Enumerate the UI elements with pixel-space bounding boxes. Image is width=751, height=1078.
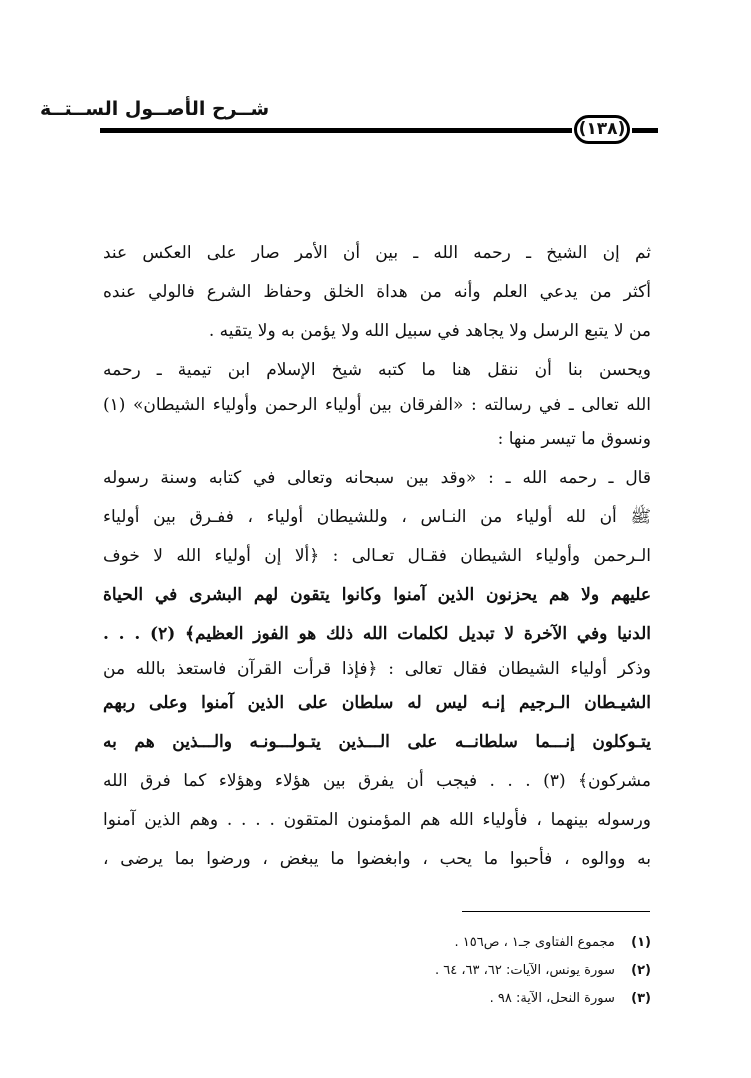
- header-rule: [100, 128, 572, 133]
- footnotes: [300, 929, 651, 1013]
- footnote-number: (١): [631, 935, 651, 950]
- text-line: مشركون﴾ (٣) . . . فيجب أن يفرق بين هؤلاء وهؤلاء كما فرق الله: [103, 771, 651, 791]
- text-line: الـرحمن وأولياء الشيطان فقـال تعـالى : ﴿ألا إن أولياء الله لا خوف: [103, 546, 651, 566]
- footnote-text: سورة يونس، الآيات: ٦٢، ٦٣، ٦٤ .: [434, 963, 615, 978]
- text-line: ونسوق ما تيسر منها :: [497, 429, 651, 449]
- body-text: [103, 234, 651, 879]
- running-header-title: شــرح الأصــول الســتــة: [40, 98, 270, 120]
- page-number: (١٣٨): [574, 115, 630, 144]
- quran-line: عليهم ولا هم يحزنون الذين آمنوا وكانوا يتقون لهم البشرى في الحياة: [103, 585, 651, 605]
- quran-line: يتـوكلون إنـــما سلطانــه على الـــذين يتـولـــونـه والـــذين هم به: [103, 732, 651, 752]
- text-line: ويحسن بنا أن ننقل هنا ما كتبه شيخ الإسلام ابن تيمية ـ رحمه: [103, 360, 651, 380]
- footnote: [300, 985, 651, 1013]
- text-line: أكثر من يدعي العلم وأنه من هداة الخلق وحفاظ الشرع فالولي عنده: [103, 282, 651, 302]
- footnote: [300, 957, 651, 985]
- text-line: ورسوله بينهما ، فأولياء الله هم المؤمنون المتقون . . . . وهم الذين آمنوا: [103, 810, 651, 830]
- footnote-number: (٢): [631, 963, 651, 978]
- text-line: قال ـ رحمه الله ـ : «وقد بين سبحانه وتعالى في كتابه وسنة رسوله: [103, 468, 651, 488]
- text-line: ﷺ أن لله أولياء من النـاس ، وللشيطان أولياء ، ففـرق بين أولياء: [103, 507, 651, 527]
- footnote-text: مجموع الفتاوى جـ١ ، ص١٥٦ .: [454, 935, 615, 950]
- quran-line: الشيـطان الـرجيم إنـه ليس له سلطان على الذين آمنوا وعلى ربهم: [103, 693, 651, 713]
- footnote-separator: [462, 911, 650, 912]
- text-line: من لا يتبع الرسل ولا يجاهد في سبيل الله ولا يؤمن به ولا يتقيه .: [208, 321, 651, 341]
- footnote: [300, 929, 651, 957]
- quran-line: الدنيا وفي الآخرة لا تبديل لكلمات الله ذلك هو الفوز العظيم﴾ (٢) . . .: [103, 624, 651, 644]
- text-line: به ووالوه ، فأحبوا ما يحب ، وابغضوا ما يبغض ، ورضوا بما يرضى ،: [103, 849, 651, 869]
- text-line: الله تعالى ـ في رسالته : «الفرقان بين أولياء الرحمن وأولياء الشيطان» (١): [103, 395, 651, 415]
- footnote-text: سورة النحل، الآية: ٩٨ .: [489, 991, 615, 1006]
- text-line: ثم إن الشيخ ـ رحمه الله ـ بين أن الأمر صار على العكس عند: [103, 243, 651, 263]
- header-rule-end: [632, 128, 658, 133]
- text-line: وذكر أولياء الشيطان فقال تعالى : ﴿فإذا قرأت القرآن فاستعذ بالله من: [103, 659, 651, 679]
- footnote-number: (٣): [631, 991, 651, 1006]
